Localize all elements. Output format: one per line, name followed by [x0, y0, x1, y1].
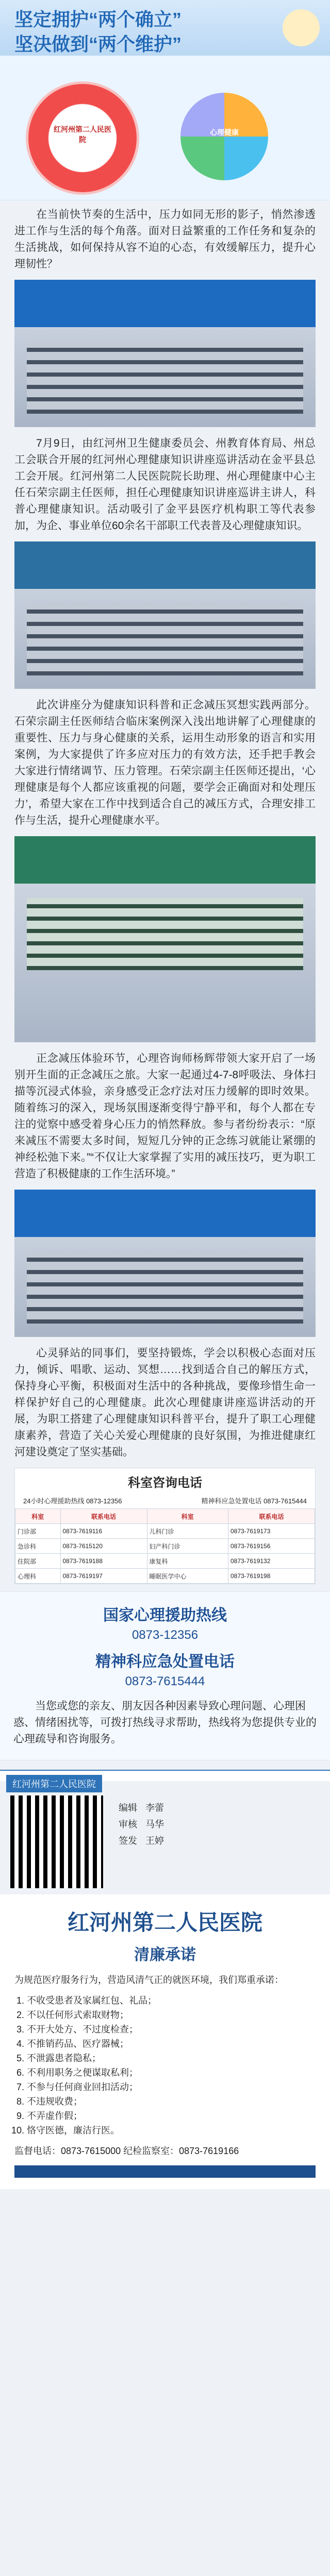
cell: 睡眠医学中心 — [147, 1569, 228, 1584]
credit-row: 审核 马华 — [119, 1819, 164, 1829]
banner-head: 国家心理援助热线 — [103, 1607, 227, 1624]
paragraph-3: 此次讲座分为健康知识科普和正念减压冥想实践两部分。石荣宗副主任医师结合临床案例深入浅出地讲解了心理健康的重要性、压力与身心健康的关系，运用生动形象的语言和实用案例，为大家提供了许多应对压力的有效方法，还手把手教会大家进行情绪调节、压力管理。石荣宗副主任医师还提出，‘心理健康是每个人都应该重视的问题，要学会正确面对和处理压力’，希望大家在工作中找到适合自己的减压方式，合理安排工作与生活，提升心理健康水平。 — [14, 699, 316, 826]
credits — [119, 1800, 164, 1849]
banner-sub-phone: 0873-7615444 — [125, 1674, 205, 1688]
paragraph-4: 正念减压体验环节，心理咨询师杨辉带领大家开启了一场别开生面的正念减压之旅。大家一起通过4-7-8呼吸法、身体扫描等沉浸式体验，亲身感受正念疗法对压力缓解的即时效果。随着练习的深入，现场氛围逐渐变得宁静平和，每个人都在专注的觉察中感受着身心压力的悄然释放。参与者纷纷表示：“原来减压不需要太多时间，短短几分钟的正念练习就能让紧绷的神经松弛下来。”“不仅让大家掌握了实用的减压技巧，更为职工营造了积极健康的工作生活环境。” — [14, 1053, 316, 1180]
paragraph-2: 7月9日，由红河州卫生健康委员会、州教育体育局、州总工会联合开展的红河州心理健康知识讲座巡讲活动在金平县总工会开展。红河州第二人民医院院长助理、州心理健康中心主任石荣宗副主任医师，担任心理健康知识讲座巡讲主讲人，科普心理健康知识。活动吸引了金平县医疗机构职工等代表参加，为企、事业单位60余名干部职工代表普及心理健康知识。 — [14, 437, 316, 532]
footer-bar — [14, 2165, 316, 2178]
banner-sub-head: 精神科应急处置电话 — [95, 1653, 235, 1670]
paragraph-5: 心灵驿站的同事们，要坚持锻炼，学会以积极心态面对压力，倾诉、唱歌、运动、冥想……找到适合自己的解压方式，保持身心平衡，积极面对生活中的各种挑战，要像珍惜生命一样保护好自己的心理健康。此次心理健康讲座巡讲活动的开展，为职工搭建了心理健康知识科普平台，提升了职工心理健康素养，营造了关心关爱心理健康的良好氛围，为推进健康红河建设奠定了坚实基础。 — [14, 1347, 316, 1458]
mental-health-logo-text: 心理健康 — [210, 128, 239, 137]
banner-text: 当您或您的亲友、朋友因各种因素导致心理问题、心理困惑、情绪困扰等，可拨打热线寻求帮助，热线将为您提供专业的心理疏导和咨询服务。 — [13, 1700, 317, 1745]
commit-item: 1. 不收受患者及家属红包、礼品； — [27, 1993, 316, 2008]
hotline-right: 精神科应急处置电话 0873-7615444 — [201, 1497, 307, 1505]
commit-list — [14, 1993, 316, 2138]
hero-emblem-icon — [283, 9, 320, 46]
cell: 0873-7619173 — [228, 1524, 315, 1539]
cell: 妇产科门诊 — [147, 1539, 228, 1554]
commit-item: 4. 不推销药品、医疗器械； — [27, 2037, 316, 2051]
hospital-logo — [26, 81, 139, 195]
commit-item: 5. 不泄露患者隐私； — [27, 2051, 316, 2065]
paragraph-1: 在当前快节奏的生活中，压力如同无形的影子，悄然渗透进工作与生活的每个角落。面对日益繁重的工作任务和复杂的生活挑战，如何保持从容不迫的心态，有效缓解压力，提升心理韧性？ — [14, 209, 316, 270]
hero-line-2: 坚决做到“两个维护” — [14, 33, 182, 55]
commit-intro: 为规范医疗服务行为，营造风清气正的就医环境，我们郑重承诺： — [14, 1975, 284, 1985]
qr-section — [0, 1770, 330, 1846]
commit-item: 3. 不开大处方、不过度检查； — [27, 2022, 316, 2037]
header-cell: 联系电话 — [60, 1509, 147, 1524]
commit-item: 7. 不参与任何商业回扣活动； — [27, 2080, 316, 2094]
banner-phone: 0873-12356 — [131, 1628, 199, 1642]
cell: 0873-7619188 — [60, 1554, 147, 1569]
logo-strip — [0, 56, 330, 200]
table-title: 科室咨询电话 — [128, 1476, 202, 1490]
table-row — [15, 1524, 315, 1539]
lecture-photo-2 — [14, 541, 316, 689]
article-body — [0, 200, 330, 1584]
commit-item: 8. 不违规收费； — [27, 2094, 316, 2109]
cell: 急诊科 — [15, 1539, 61, 1554]
qr-label: 红河州第二人民医院 — [6, 1775, 102, 1792]
header-cell: 科室 — [147, 1509, 228, 1524]
cell: 住院部 — [15, 1554, 61, 1569]
cell: 儿科门诊 — [147, 1524, 228, 1539]
cell: 0873-7619116 — [60, 1524, 147, 1539]
commit-item: 2. 不以任何形式索取财物； — [27, 2008, 316, 2022]
hero-line-1: 坚定拥护“两个确立” — [14, 9, 182, 30]
cell: 心理科 — [15, 1569, 61, 1584]
cell: 0873-7615120 — [60, 1539, 147, 1554]
cell: 0873-7619132 — [228, 1554, 315, 1569]
phone-table — [15, 1509, 315, 1584]
mental-health-logo — [180, 93, 268, 180]
cell: 0873-7619156 — [228, 1539, 315, 1554]
qr-code-icon — [10, 1795, 103, 1888]
header-cell: 联系电话 — [228, 1509, 315, 1524]
commit-title: 红河州第二人民医院 — [67, 1910, 262, 1935]
credit-row: 编辑 李蕾 — [119, 1803, 164, 1813]
hotline-banner — [0, 1591, 330, 1760]
department-phone-table — [14, 1468, 316, 1584]
lecture-photo-1 — [14, 280, 316, 427]
commit-contact: 监督电话：0873-7615000 纪检监察室：0873-7619166 — [14, 2146, 239, 2156]
hotline-left: 24小时心理援助热线 0873-12356 — [23, 1497, 122, 1505]
commit-item: 6. 不利用职务之便谋取私利； — [27, 2065, 316, 2080]
table-row — [15, 1539, 315, 1554]
hotline-row — [15, 1493, 315, 1509]
table-row — [15, 1554, 315, 1569]
hero-text — [14, 7, 182, 57]
table-row — [15, 1569, 315, 1584]
commit-item: 10. 恪守医德，廉洁行医。 — [27, 2123, 316, 2138]
commit-subtitle: 清廉承诺 — [134, 1946, 196, 1963]
cell: 门诊部 — [15, 1524, 61, 1539]
cell: 康复科 — [147, 1554, 228, 1569]
header-cell: 科室 — [15, 1509, 61, 1524]
commit-item: 9. 不弄虚作假； — [27, 2109, 316, 2123]
lecture-photo-3 — [14, 836, 316, 1042]
lecture-photo-4 — [14, 1190, 316, 1337]
hero-banner — [0, 0, 330, 56]
credit-row: 签发 王婷 — [119, 1836, 164, 1846]
integrity-commitment — [0, 1894, 330, 2189]
cell: 0873-7619198 — [228, 1569, 315, 1584]
cell: 0873-7619197 — [60, 1569, 147, 1584]
hospital-logo-text: 红河州第二人民医院 — [54, 125, 111, 144]
